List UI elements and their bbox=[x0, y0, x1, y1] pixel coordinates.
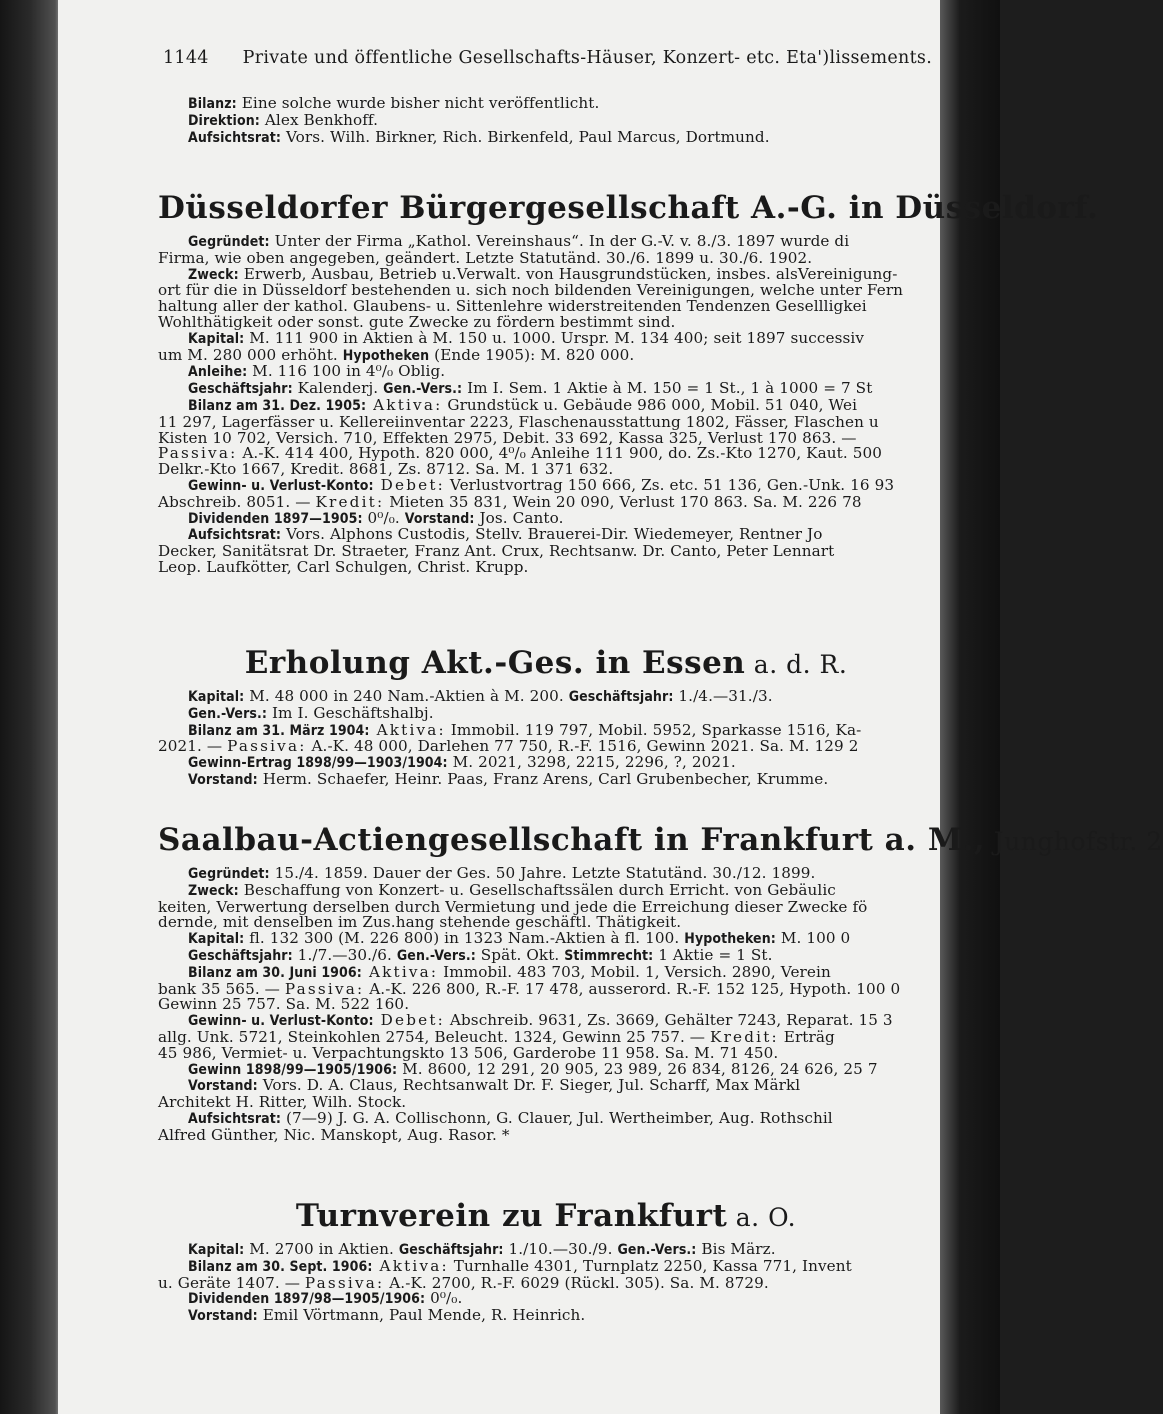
entry-title-sub: a. O. bbox=[727, 1203, 797, 1232]
field-text: Abschreib. 8051. — bbox=[158, 492, 316, 511]
text-line bbox=[158, 127, 934, 147]
entry-title bbox=[158, 645, 934, 681]
spaced-label: Aktiva: bbox=[372, 1256, 449, 1275]
spaced-label: Kredit: bbox=[315, 492, 385, 511]
field-key: Aufsichtsrat: bbox=[188, 1110, 282, 1127]
spaced-label: Aktiva: bbox=[369, 720, 446, 739]
field-text: 15./4. 1859. Dauer der Ges. 50 Jahre. Letzte Statutänd. 30./12. 1899. bbox=[269, 864, 816, 882]
field-text: Vors. Alphons Custodis, Stellv. Brauerei-Dir. Wiedemeyer, Rentner Jo bbox=[281, 525, 823, 544]
text-line bbox=[158, 769, 934, 789]
spaced-label: Aktiva: bbox=[366, 395, 443, 414]
field-key: Gewinn-Ertrag 1898/99—1903/1904: bbox=[188, 755, 448, 772]
field-text: Kalenderj. bbox=[292, 379, 384, 398]
entry-saalbau-frankfurt bbox=[158, 822, 1163, 1144]
field-text: M. 100 0 bbox=[775, 929, 851, 948]
text-line bbox=[158, 1125, 934, 1144]
field-text: Firma, wie oben angegeben, geändert. Letzte Statutänd. 30./6. 1899 u. 30./6. 1902. bbox=[158, 248, 813, 267]
field-text: A.-K. 226 800, R.-F. 17 478, ausserord. R.-F. 152 125, Hypoth. 100 0 bbox=[364, 979, 901, 998]
field-text: (7—9) J. G. A. Collischonn, G. Clauer, Jul. Wertheimber, Aug. Rothschil bbox=[281, 1108, 833, 1127]
field-key: Dividenden 1897—1905: bbox=[188, 510, 363, 527]
field-text: 2021. — bbox=[158, 737, 228, 756]
entry-duesseldorfer-buergergesellschaft bbox=[158, 190, 1099, 576]
field-key: Aufsichtsrat: bbox=[188, 129, 282, 146]
field-key: Vorstand: bbox=[188, 1308, 258, 1325]
field-text: Herm. Schaefer, Heinr. Paas, Franz Arens, Carl Grubenbecher, Krumme. bbox=[257, 769, 829, 788]
spaced-label: Passiva: bbox=[227, 737, 307, 756]
field-text: Mieten 35 831, Wein 20 090, Verlust 170 863. Sa. M. 226 78 bbox=[384, 492, 862, 511]
field-text: dernde, mit denselben im Zus.hang stehende geschäftl. Thätigkeit. bbox=[158, 913, 682, 932]
field-key: Vorstand: bbox=[404, 510, 475, 527]
field-text: 0⁰/₀. bbox=[425, 1289, 463, 1308]
field-key: Vorstand: bbox=[188, 771, 258, 788]
field-text: Vors. D. A. Claus, Rechtsanwalt Dr. F. Sieger, Jul. Scharff, Max Märkl bbox=[257, 1076, 801, 1095]
field-text: fl. 132 300 (M. 226 800) in 1323 Nam.-Aktien à fl. 100. bbox=[244, 929, 685, 948]
field-text: um M. 280 000 erhöht. bbox=[158, 345, 343, 364]
field-key: Gewinn- u. Verlust-Konto: bbox=[188, 477, 374, 494]
entry-title-main: Turnverein zu Frankfurt bbox=[295, 1198, 728, 1234]
field-text: Immobil. 483 703, Mobil. 1, Versich. 2890, Verein bbox=[438, 962, 831, 981]
field-key: Zweck: bbox=[188, 266, 239, 283]
entry-title-sub: a. d. R. bbox=[745, 650, 848, 679]
scan-left-edge bbox=[0, 0, 62, 1414]
field-key: Gen.-Vers.: bbox=[383, 381, 463, 398]
field-text: M. 48 000 in 240 Nam.-Aktien à M. 200. bbox=[244, 687, 569, 705]
entry-turnverein-frankfurt-oder bbox=[158, 1198, 934, 1325]
field-text: 1./4.—31./3. bbox=[673, 687, 773, 705]
field-key: Bilanz: bbox=[188, 96, 237, 112]
entry-title-main: Düsseldorfer Bürgergesellschaft A.-G. in Düsseldorf. bbox=[158, 190, 1099, 226]
entry-title bbox=[158, 1198, 934, 1234]
field-text: Kisten 10 702, Versich. 710, Effekten 2975, Debit. 33 692, Kassa 325, Verlust 170 863. — bbox=[158, 428, 857, 447]
spaced-label: Debet: bbox=[373, 475, 445, 494]
field-text: haltung aller der kathol. Glaubens- u. Sittenlehre widerstreitenden Tendenzen Gesellligkei bbox=[158, 297, 867, 316]
field-text: Decker, Sanitätsrat Dr. Straeter, Franz Ant. Crux, Rechtsanw. Dr. Canto, Peter Lennart bbox=[158, 542, 835, 561]
field-key: Stimmrecht: bbox=[564, 947, 654, 964]
field-key: Kapital: bbox=[188, 330, 245, 347]
field-key: Kapital: bbox=[188, 689, 245, 705]
field-text: bank 35 565. — bbox=[158, 979, 285, 998]
field-text: M. 116 100 in 4⁰/₀ Oblig. bbox=[247, 362, 446, 381]
field-text: 45 986, Vermiet- u. Verpachtungskto 13 506, Garderobe 11 958. Sa. M. 71 450. bbox=[158, 1043, 779, 1062]
field-key: Hypotheken: bbox=[684, 931, 776, 948]
field-key: Geschäftsjahr: bbox=[188, 381, 293, 398]
field-key: Zweck: bbox=[188, 882, 239, 899]
spaced-label: Passiva: bbox=[158, 444, 238, 463]
page-header bbox=[163, 48, 933, 68]
field-text: M. 2021, 3298, 2215, 2296, ?, 2021. bbox=[447, 753, 736, 772]
field-text: M. 2700 in Aktien. bbox=[244, 1240, 399, 1258]
field-text: 11 297, Lagerfässer u. Kellereiinventar 2223, Flaschenausstattung 1802, Fässer, Flaschen u bbox=[158, 412, 879, 431]
field-key: Gegründet: bbox=[188, 866, 270, 882]
field-key: Kapital: bbox=[188, 931, 245, 948]
page-number: 1144 bbox=[163, 48, 209, 68]
field-text: Im I. Sem. 1 Aktie à M. 150 = 1 St., 1 à 1000 = 7 St bbox=[462, 379, 873, 398]
field-key: Kapital: bbox=[188, 1242, 245, 1258]
field-text: Turnhalle 4301, Turnplatz 2250, Kassa 771, Invent bbox=[448, 1256, 852, 1275]
spaced-label: Aktiva: bbox=[361, 962, 439, 981]
field-text: A.-K. 2700, R.-F. 6029 (Rückl. 305). Sa. M. 8729. bbox=[384, 1273, 769, 1292]
entry-title-main: Saalbau-Actiengesellschaft in Frankfurt a. M., bbox=[158, 822, 986, 858]
field-text: Emil Vörtmann, Paul Mende, R. Heinrich. bbox=[257, 1306, 586, 1325]
field-text: M. 111 900 in Aktien à M. 150 u. 1000. Urspr. M. 134 400; seit 1897 successiv bbox=[244, 328, 864, 347]
field-text: Verlustvortrag 150 666, Zs. etc. 51 136, Gen.-Unk. 16 93 bbox=[444, 475, 895, 494]
field-text: Gewinn 25 757. Sa. M. 522 160. bbox=[158, 995, 410, 1014]
spaced-label: Debet: bbox=[373, 1011, 445, 1030]
field-key: Direktion: bbox=[188, 112, 260, 129]
field-key: Geschäftsjahr: bbox=[188, 947, 293, 964]
entry-title bbox=[158, 190, 1099, 226]
field-text: 1./7.—30./6. bbox=[292, 945, 397, 964]
field-text: Im I. Geschäftshalbj. bbox=[267, 703, 434, 722]
entry-title bbox=[158, 822, 1163, 858]
field-text: M. 8600, 12 291, 20 905, 23 989, 26 834, 8126, 24 626, 25 7 bbox=[397, 1059, 878, 1078]
text-line bbox=[158, 557, 934, 576]
field-text: ort für die in Düsseldorf bestehenden u. sich noch bildenden Vereinigungen, welche unter Fern bbox=[158, 281, 904, 300]
entry-title-main: Erholung Akt.-Ges. in Essen bbox=[244, 645, 746, 681]
entry-erholung-essen bbox=[158, 645, 934, 789]
text-line bbox=[158, 1308, 934, 1325]
field-text: u. Geräte 1407. — bbox=[158, 1273, 305, 1292]
field-key: Bilanz am 30. Juni 1906: bbox=[188, 964, 362, 981]
field-text: Wohlthätigkeit oder sonst. gute Zwecke zu fördern bestimmt sind. bbox=[158, 312, 676, 331]
field-key: Geschäftsjahr: bbox=[398, 1242, 504, 1258]
field-text: Alex Benkhoff. bbox=[259, 110, 379, 129]
field-text: Vors. Wilh. Birkner, Rich. Birkenfeld, Paul Marcus, Dortmund. bbox=[281, 127, 770, 146]
field-key: Aufsichtsrat: bbox=[188, 527, 282, 544]
field-key: Vorstand: bbox=[188, 1078, 258, 1095]
previous-entry-tail bbox=[158, 96, 934, 146]
field-text: Alfred Günther, Nic. Manskopt, Aug. Rasor. * bbox=[158, 1125, 510, 1144]
field-key: Gewinn- u. Verlust-Konto: bbox=[188, 1013, 374, 1030]
field-text: Erwerb, Ausbau, Betrieb u.Verwalt. von Hausgrundstücken, insbes. alsVereinigung- bbox=[238, 264, 898, 283]
field-text: 0⁰/₀. bbox=[362, 508, 405, 527]
field-text: A.-K. 414 400, Hypoth. 820 000, 4⁰/₀ Anleihe 111 900, do. Zs.-Kto 1270, Kaut. 500 bbox=[237, 444, 883, 463]
field-text: Erträg bbox=[778, 1027, 835, 1046]
field-text: A.-K. 48 000, Darlehen 77 750, R.-F. 1516, Gewinn 2021. Sa. M. 129 2 bbox=[306, 737, 859, 756]
field-key: Gegründet: bbox=[188, 234, 270, 250]
field-key: Anleihe: bbox=[188, 364, 248, 381]
field-text: Eine solche wurde bisher nicht veröffentlicht. bbox=[236, 94, 600, 112]
field-key: Hypotheken bbox=[342, 347, 430, 364]
field-key: Geschäftsjahr: bbox=[568, 689, 674, 705]
field-key: Gewinn 1898/99—1905/1906: bbox=[188, 1061, 398, 1078]
text-line bbox=[158, 1273, 934, 1292]
field-text: Beschaffung von Konzert- u. Gesellschaftssälen durch Erricht. von Gebäulic bbox=[238, 880, 836, 899]
field-key: Gen.-Vers.: bbox=[188, 705, 268, 722]
document-page bbox=[58, 0, 1163, 1414]
field-text: Unter der Firma „Kathol. Vereinshaus“. In der G.-V. v. 8./3. 1897 wurde di bbox=[269, 232, 850, 250]
field-text: keiten, Verwertung derselben durch Vermietung und jede die Erreichung dieser Zwecke fö bbox=[158, 897, 868, 916]
field-text: Delkr.-Kto 1667, Kredit. 8681, Zs. 8712. Sa. M. 1 371 632. bbox=[158, 460, 614, 479]
field-text: Bis März. bbox=[696, 1240, 776, 1258]
field-text: Leop. Laufkötter, Carl Schulgen, Christ. Krupp. bbox=[158, 557, 529, 576]
field-text: Jos. Canto. bbox=[474, 508, 564, 527]
field-key: Bilanz am 31. Dez. 1905: bbox=[188, 397, 367, 414]
field-text: Architekt H. Ritter, Wilh. Stock. bbox=[158, 1093, 407, 1112]
spaced-label: Kredit: bbox=[710, 1027, 779, 1046]
field-text: 1./10.—30./9. bbox=[503, 1240, 618, 1258]
field-text: Abschreib. 9631, Zs. 3669, Gehälter 7243, Reparat. 15 3 bbox=[444, 1011, 893, 1030]
field-text: (Ende 1905): M. 820 000. bbox=[429, 345, 635, 364]
spaced-label: Passiva: bbox=[304, 1273, 385, 1292]
spaced-label: Passiva: bbox=[284, 979, 365, 998]
field-key: Gen.-Vers.: bbox=[617, 1242, 697, 1258]
field-text: Grundstück u. Gebäude 986 000, Mobil. 51 040, Wei bbox=[442, 395, 858, 414]
field-key: Bilanz am 31. März 1904: bbox=[188, 722, 370, 739]
field-text: 1 Aktie = 1 St. bbox=[653, 945, 773, 964]
running-title: Private und öffentliche Gesellschafts-Häuser, Konzert- etc. Eta')lissements. bbox=[242, 48, 933, 68]
field-text: allg. Unk. 5721, Steinkohlen 2754, Beleucht. 1324, Gewinn 25 757. — bbox=[158, 1027, 711, 1046]
field-key: Gen.-Vers.: bbox=[396, 947, 476, 964]
field-key: Bilanz am 30. Sept. 1906: bbox=[188, 1258, 373, 1275]
field-text: Spät. Okt. bbox=[475, 945, 565, 964]
field-text: Immobil. 119 797, Mobil. 5952, Sparkasse 1516, Ka- bbox=[445, 720, 862, 739]
field-key: Dividenden 1897/98—1905/1906: bbox=[188, 1291, 426, 1308]
entry-title-sub: Junghofstr. 2 bbox=[985, 827, 1163, 856]
